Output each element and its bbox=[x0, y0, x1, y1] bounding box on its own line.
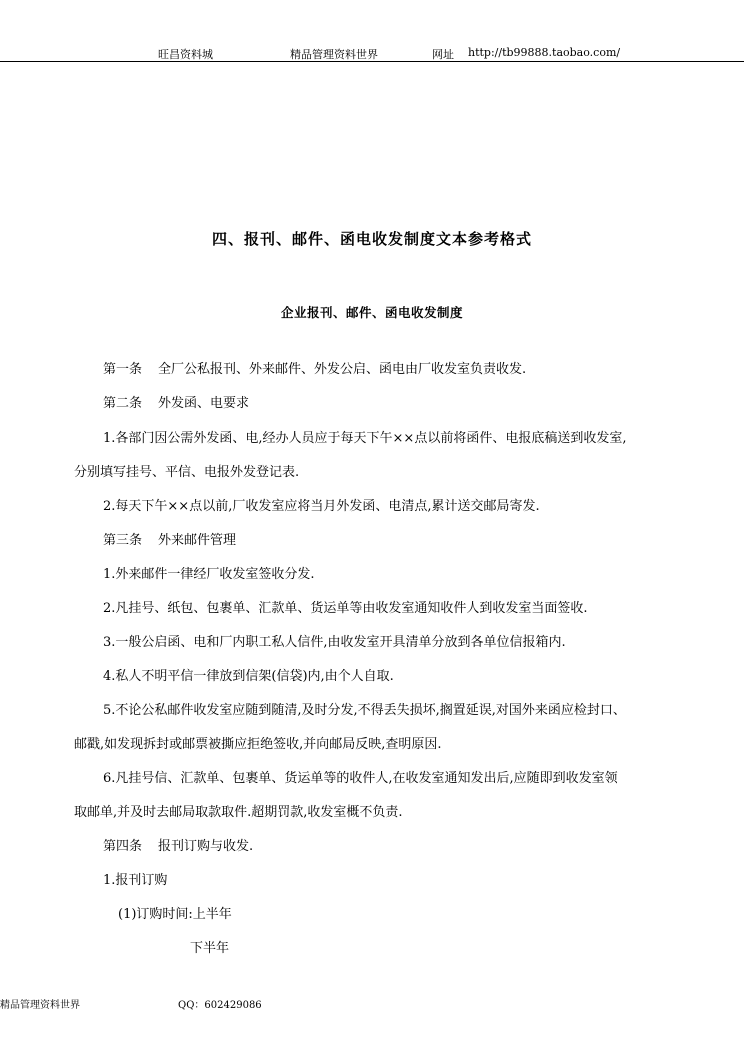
header-divider bbox=[0, 61, 744, 62]
paragraph-line: 分别填写挂号、平信、电报外发登记表. bbox=[74, 465, 300, 480]
paragraph-line: 5.不论公私邮件收发室应随到随清,及时分发,不得丢失损坏,搁置延误,对国外来函应检封口、 bbox=[103, 703, 626, 718]
paragraph-line bbox=[103, 396, 249, 412]
paragraph-line: 2.每天下午××点以前,厂收发室应将当月外发函、电清点,累计送交邮局寄发. bbox=[103, 499, 540, 514]
footer-qq-label: QQ： bbox=[178, 1000, 205, 1011]
paragraph-line: 邮戳,如发现拆封或邮票被撕应拒绝签收,并向邮局反映,查明原因. bbox=[74, 737, 442, 752]
paragraph-text: 报刊订购与收发. bbox=[158, 839, 254, 854]
header-url-label: 网址 bbox=[432, 48, 454, 61]
paragraph-line: 1.各部门因公需外发函、电,经办人员应于每天下午××点以前将函件、电报底稿送到收发室, bbox=[103, 431, 627, 446]
footer-qq bbox=[178, 996, 262, 1011]
paragraph-line bbox=[103, 362, 526, 378]
paragraph-line: 6.凡挂号信、汇款单、包裹单、货运单等的收件人,在收发室通知发出后,应随即到收发室领 bbox=[103, 771, 618, 786]
article-label: 第一条 bbox=[103, 362, 143, 377]
document-subtitle: 企业报刊、邮件、函电收发制度 bbox=[280, 305, 463, 320]
paragraph-line: 2.凡挂号、纸包、包裹单、汇款单、货运单等由收发室通知收件人到收发室当面签收. bbox=[103, 601, 588, 616]
paragraph-line bbox=[103, 839, 253, 855]
paragraph-text: 外来邮件管理 bbox=[158, 533, 237, 548]
paragraph-line: 4.私人不明平信一律放到信架(信袋)内,由个人自取. bbox=[103, 669, 394, 684]
header-shop-name: 旺昌资料城 bbox=[158, 48, 213, 61]
article-label: 第二条 bbox=[103, 396, 143, 411]
paragraph-line: 取邮单,并及时去邮局取款取件.超期罚款,收发室概不负责. bbox=[74, 805, 403, 820]
paragraph-text: 外发函、电要求 bbox=[158, 396, 250, 411]
paragraph-line: 1.报刊订购 bbox=[103, 873, 168, 888]
paragraph-text: 全厂公私报刊、外来邮件、外发公启、函电由厂收发室负责收发. bbox=[158, 362, 527, 377]
paragraph-line bbox=[103, 533, 236, 549]
footer-qq-number: 602429086 bbox=[204, 1000, 262, 1011]
header-site-name: 精品管理资料世界 bbox=[290, 48, 378, 61]
paragraph-line: (1)订购时间:上半年 bbox=[118, 907, 232, 922]
document-title: 四、报刊、邮件、函电收发制度文本参考格式 bbox=[211, 230, 532, 248]
paragraph-line: 3.一般公启函、电和厂内职工私人信件,由收发室开具清单分放到各单位信报箱内. bbox=[103, 635, 566, 650]
footer-site-name: 精品管理资料世界 bbox=[0, 1000, 80, 1011]
article-label: 第三条 bbox=[103, 533, 143, 548]
paragraph-line: 1.外来邮件一律经厂收发室签收分发. bbox=[103, 567, 315, 582]
paragraph-line: 下半年 bbox=[190, 941, 230, 956]
header-url-link[interactable]: http://tb99888.taobao.com/ bbox=[468, 46, 621, 59]
article-label: 第四条 bbox=[103, 839, 143, 854]
